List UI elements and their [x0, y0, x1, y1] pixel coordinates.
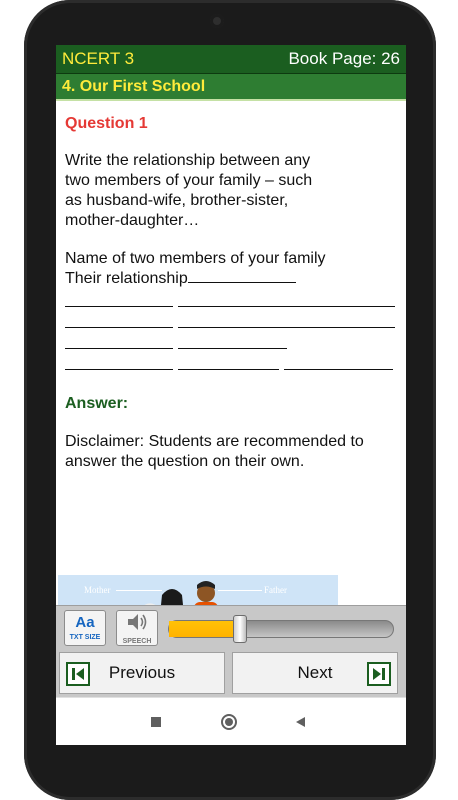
blank-line [178, 348, 287, 349]
chapter-title: 4. Our First School [56, 74, 406, 101]
slider-fill [169, 621, 241, 637]
recents-square-icon[interactable] [146, 712, 166, 732]
text-size-slider[interactable] [168, 620, 394, 638]
book-page-indicator: Book Page: 26 [288, 49, 400, 68]
blank-line [284, 369, 393, 370]
label-mother: Mother [84, 585, 111, 595]
blank-line [65, 369, 173, 370]
reader-controls [56, 605, 406, 697]
question-title: Question 1 [65, 115, 148, 132]
top-bar [56, 45, 406, 74]
pointer-line [116, 590, 162, 591]
camera-icon [210, 14, 224, 28]
home-circle-icon[interactable] [219, 712, 239, 732]
app-screen [56, 45, 406, 745]
answer-title: Answer: [65, 395, 129, 412]
slider-thumb[interactable] [233, 615, 247, 643]
blank-row [65, 356, 397, 377]
answer-blank [188, 269, 296, 283]
text-size-button[interactable] [64, 610, 106, 646]
question-content[interactable] [56, 103, 406, 605]
blank-line [178, 327, 395, 328]
next-label: Next [297, 663, 333, 682]
blank-line [178, 306, 395, 307]
next-button[interactable] [232, 652, 398, 694]
blank-row [65, 293, 397, 314]
speaker-icon [117, 613, 157, 637]
fill-in-form [65, 249, 397, 289]
previous-button[interactable] [59, 652, 225, 694]
disclaimer-text: Disclaimer: Students are recommended to answer the question on their own. [65, 433, 364, 470]
speech-button[interactable] [116, 610, 158, 646]
form-label-relationship: Their relationship [65, 270, 188, 287]
form-label-members: Name of two members of your family [65, 250, 326, 267]
blank-row [65, 335, 397, 356]
speech-label: SPEECH [122, 638, 152, 645]
skip-previous-icon [66, 662, 90, 686]
skip-next-icon [367, 662, 391, 686]
blank-row [65, 314, 397, 335]
subject-title: NCERT 3 [62, 49, 135, 68]
text-size-icon: Aa [75, 614, 95, 631]
blank-line [65, 348, 173, 349]
answer-blank-lines [65, 293, 397, 377]
android-navigation-bar [56, 697, 406, 745]
blank-line [178, 369, 279, 370]
text-size-label: TXT SIZE [69, 634, 101, 641]
blank-line [65, 327, 173, 328]
label-father: Father [264, 585, 287, 595]
blank-line [65, 306, 173, 307]
previous-label: Previous [108, 663, 176, 682]
form-label-relationship-row [65, 269, 397, 289]
back-triangle-icon[interactable] [290, 712, 310, 732]
pointer-line [218, 590, 262, 591]
question-text: Write the relationship between any two members of your family – such as husband-wife, brother-sister, mother-daughter… [65, 152, 313, 229]
